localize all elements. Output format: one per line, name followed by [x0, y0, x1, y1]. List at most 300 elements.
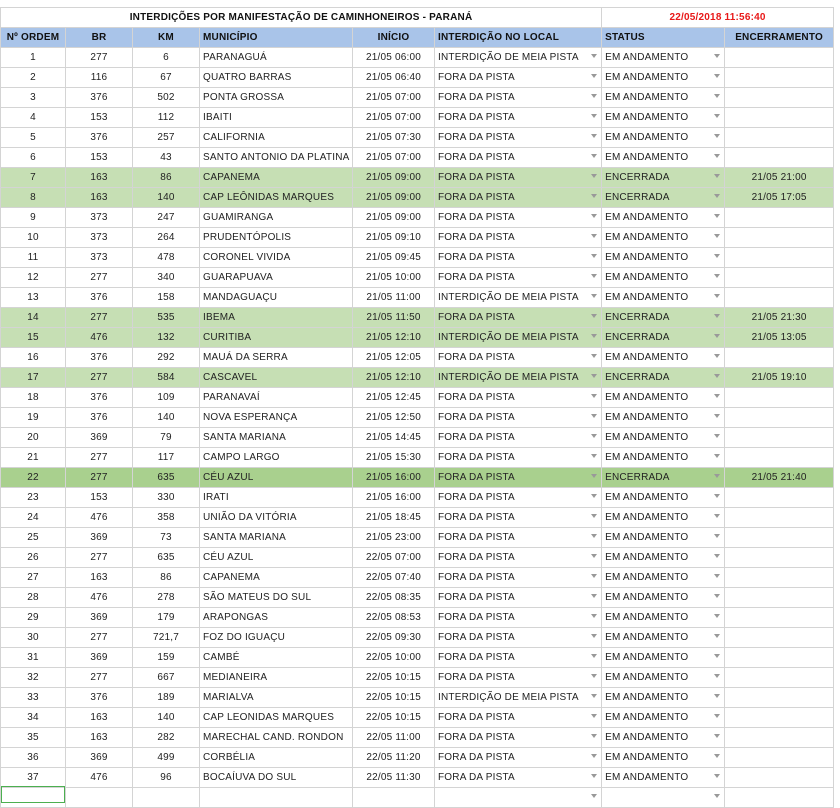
cell-br[interactable]: [66, 108, 133, 128]
dropdown-arrow-icon[interactable]: [714, 434, 720, 438]
cell-status-dropdown[interactable]: [602, 768, 725, 788]
cell-br[interactable]: [66, 748, 133, 768]
cell-ordem[interactable]: [1, 68, 66, 88]
dropdown-arrow-icon[interactable]: [714, 54, 720, 58]
cell-municipio[interactable]: [200, 128, 353, 148]
header-inicio[interactable]: INÍCIO: [353, 28, 435, 48]
cell-br[interactable]: [66, 168, 133, 188]
cell-km[interactable]: [133, 648, 200, 668]
cell-inicio[interactable]: [353, 88, 435, 108]
cell-encerramento[interactable]: [725, 108, 834, 128]
dropdown-arrow-icon[interactable]: [591, 594, 597, 598]
cell-km[interactable]: [133, 128, 200, 148]
cell-status-dropdown[interactable]: [602, 508, 725, 528]
cell-municipio[interactable]: [200, 708, 353, 728]
dropdown-arrow-icon[interactable]: [714, 374, 720, 378]
dropdown-arrow-icon[interactable]: [714, 134, 720, 138]
cell-ordem[interactable]: [1, 448, 66, 468]
dropdown-arrow-icon[interactable]: [714, 554, 720, 558]
cell-interdicao-dropdown[interactable]: [435, 368, 602, 388]
dropdown-arrow-icon[interactable]: [714, 474, 720, 478]
cell-inicio[interactable]: [353, 348, 435, 368]
cell-ordem[interactable]: [1, 428, 66, 448]
dropdown-arrow-icon[interactable]: [714, 154, 720, 158]
dropdown-arrow-icon[interactable]: [591, 474, 597, 478]
cell-interdicao-dropdown[interactable]: [435, 48, 602, 68]
cell-status-dropdown[interactable]: [602, 288, 725, 308]
cell-km[interactable]: [133, 668, 200, 688]
cell-status-dropdown[interactable]: [602, 568, 725, 588]
cell-interdicao-dropdown[interactable]: [435, 68, 602, 88]
cell-municipio[interactable]: [200, 588, 353, 608]
dropdown-arrow-icon[interactable]: [591, 114, 597, 118]
dropdown-arrow-icon[interactable]: [714, 294, 720, 298]
cell-inicio[interactable]: [353, 768, 435, 788]
cell-status-dropdown[interactable]: [602, 68, 725, 88]
cell-br[interactable]: [66, 608, 133, 628]
cell-status-dropdown[interactable]: [602, 108, 725, 128]
cell-br[interactable]: [66, 488, 133, 508]
cell-br[interactable]: [66, 388, 133, 408]
dropdown-arrow-icon[interactable]: [591, 354, 597, 358]
cell-encerramento[interactable]: [725, 128, 834, 148]
cell-km[interactable]: [133, 88, 200, 108]
cell-ordem[interactable]: [1, 488, 66, 508]
cell-ordem[interactable]: [1, 228, 66, 248]
cell-km[interactable]: [133, 368, 200, 388]
cell-br[interactable]: [66, 588, 133, 608]
cell-ordem[interactable]: [1, 728, 66, 748]
dropdown-arrow-icon[interactable]: [714, 214, 720, 218]
dropdown-arrow-icon[interactable]: [714, 114, 720, 118]
dropdown-arrow-icon[interactable]: [591, 494, 597, 498]
cell-encerramento[interactable]: [725, 268, 834, 288]
header-br[interactable]: BR: [66, 28, 133, 48]
cell-km[interactable]: [133, 588, 200, 608]
cell-km[interactable]: [133, 448, 200, 468]
cell-encerramento[interactable]: [725, 188, 834, 208]
cell-inicio[interactable]: [353, 248, 435, 268]
dropdown-arrow-icon[interactable]: [591, 414, 597, 418]
cell-br[interactable]: [66, 468, 133, 488]
cell-br[interactable]: [66, 208, 133, 228]
cell-km[interactable]: [133, 188, 200, 208]
dropdown-arrow-icon[interactable]: [591, 794, 597, 798]
cell-status-dropdown[interactable]: [602, 328, 725, 348]
cell-municipio[interactable]: [200, 628, 353, 648]
dropdown-arrow-icon[interactable]: [714, 614, 720, 618]
cell-status-dropdown[interactable]: [602, 528, 725, 548]
dropdown-arrow-icon[interactable]: [591, 334, 597, 338]
cell-municipio[interactable]: [200, 568, 353, 588]
cell-municipio[interactable]: [200, 148, 353, 168]
cell-ordem[interactable]: [1, 368, 66, 388]
dropdown-arrow-icon[interactable]: [591, 174, 597, 178]
cell-interdicao-dropdown[interactable]: [435, 268, 602, 288]
cell-br[interactable]: [66, 268, 133, 288]
cell-ordem[interactable]: [1, 388, 66, 408]
cell-status-dropdown[interactable]: [602, 648, 725, 668]
dropdown-arrow-icon[interactable]: [591, 574, 597, 578]
cell-inicio[interactable]: [353, 208, 435, 228]
cell-ordem[interactable]: [1, 608, 66, 628]
cell-municipio[interactable]: [200, 48, 353, 68]
cell-ordem[interactable]: [1, 528, 66, 548]
cell-encerramento[interactable]: [725, 248, 834, 268]
cell-municipio[interactable]: [200, 748, 353, 768]
cell-encerramento[interactable]: [725, 508, 834, 528]
cell-km[interactable]: [133, 408, 200, 428]
cell-km[interactable]: [133, 468, 200, 488]
cell-encerramento[interactable]: [725, 88, 834, 108]
cell-km[interactable]: [133, 288, 200, 308]
cell-inicio[interactable]: [353, 428, 435, 448]
cell-br[interactable]: [66, 288, 133, 308]
cell-municipio[interactable]: [200, 508, 353, 528]
cell-br[interactable]: [66, 768, 133, 788]
dropdown-arrow-icon[interactable]: [714, 314, 720, 318]
dropdown-arrow-icon[interactable]: [714, 754, 720, 758]
cell-ordem[interactable]: [1, 288, 66, 308]
cell-interdicao-dropdown[interactable]: [435, 508, 602, 528]
empty-cell[interactable]: [133, 788, 200, 808]
dropdown-arrow-icon[interactable]: [714, 394, 720, 398]
cell-municipio[interactable]: [200, 408, 353, 428]
dropdown-arrow-icon[interactable]: [591, 254, 597, 258]
cell-status-dropdown[interactable]: [602, 368, 725, 388]
dropdown-arrow-icon[interactable]: [714, 74, 720, 78]
cell-inicio[interactable]: [353, 408, 435, 428]
cell-br[interactable]: [66, 308, 133, 328]
empty-cell[interactable]: [435, 788, 602, 808]
cell-interdicao-dropdown[interactable]: [435, 408, 602, 428]
cell-interdicao-dropdown[interactable]: [435, 388, 602, 408]
dropdown-arrow-icon[interactable]: [714, 414, 720, 418]
cell-km[interactable]: [133, 168, 200, 188]
cell-municipio[interactable]: [200, 528, 353, 548]
cell-inicio[interactable]: [353, 268, 435, 288]
dropdown-arrow-icon[interactable]: [591, 514, 597, 518]
cell-status-dropdown[interactable]: [602, 748, 725, 768]
cell-inicio[interactable]: [353, 168, 435, 188]
cell-inicio[interactable]: [353, 708, 435, 728]
cell-interdicao-dropdown[interactable]: [435, 468, 602, 488]
cell-interdicao-dropdown[interactable]: [435, 148, 602, 168]
cell-ordem[interactable]: [1, 568, 66, 588]
cell-interdicao-dropdown[interactable]: [435, 188, 602, 208]
cell-municipio[interactable]: [200, 608, 353, 628]
dropdown-arrow-icon[interactable]: [591, 774, 597, 778]
cell-ordem[interactable]: [1, 348, 66, 368]
cell-km[interactable]: [133, 748, 200, 768]
cell-status-dropdown[interactable]: [602, 48, 725, 68]
cell-encerramento[interactable]: [725, 728, 834, 748]
cell-encerramento[interactable]: [725, 448, 834, 468]
cell-ordem[interactable]: [1, 148, 66, 168]
cell-km[interactable]: [133, 308, 200, 328]
cell-status-dropdown[interactable]: [602, 268, 725, 288]
dropdown-arrow-icon[interactable]: [591, 754, 597, 758]
cell-encerramento[interactable]: [725, 688, 834, 708]
dropdown-arrow-icon[interactable]: [714, 354, 720, 358]
cell-ordem[interactable]: [1, 668, 66, 688]
cell-municipio[interactable]: [200, 428, 353, 448]
cell-status-dropdown[interactable]: [602, 588, 725, 608]
cell-inicio[interactable]: [353, 328, 435, 348]
cell-inicio[interactable]: [353, 548, 435, 568]
cell-municipio[interactable]: [200, 208, 353, 228]
cell-status-dropdown[interactable]: [602, 188, 725, 208]
cell-status-dropdown[interactable]: [602, 168, 725, 188]
header-encerramento[interactable]: ENCERRAMENTO: [725, 28, 834, 48]
cell-br[interactable]: [66, 688, 133, 708]
cell-status-dropdown[interactable]: [602, 228, 725, 248]
cell-ordem[interactable]: [1, 468, 66, 488]
dropdown-arrow-icon[interactable]: [591, 454, 597, 458]
cell-inicio[interactable]: [353, 508, 435, 528]
cell-municipio[interactable]: [200, 468, 353, 488]
cell-ordem[interactable]: [1, 508, 66, 528]
dropdown-arrow-icon[interactable]: [591, 554, 597, 558]
cell-km[interactable]: [133, 328, 200, 348]
dropdown-arrow-icon[interactable]: [591, 314, 597, 318]
cell-km[interactable]: [133, 348, 200, 368]
dropdown-arrow-icon[interactable]: [591, 214, 597, 218]
cell-status-dropdown[interactable]: [602, 708, 725, 728]
cell-ordem[interactable]: [1, 208, 66, 228]
cell-municipio[interactable]: [200, 668, 353, 688]
cell-interdicao-dropdown[interactable]: [435, 528, 602, 548]
cell-br[interactable]: [66, 728, 133, 748]
cell-interdicao-dropdown[interactable]: [435, 348, 602, 368]
dropdown-arrow-icon[interactable]: [714, 714, 720, 718]
dropdown-arrow-icon[interactable]: [714, 794, 720, 798]
cell-encerramento[interactable]: [725, 388, 834, 408]
cell-br[interactable]: [66, 228, 133, 248]
dropdown-arrow-icon[interactable]: [714, 674, 720, 678]
cell-br[interactable]: [66, 248, 133, 268]
dropdown-arrow-icon[interactable]: [714, 454, 720, 458]
cell-interdicao-dropdown[interactable]: [435, 448, 602, 468]
cell-status-dropdown[interactable]: [602, 668, 725, 688]
cell-municipio[interactable]: [200, 448, 353, 468]
cell-interdicao-dropdown[interactable]: [435, 128, 602, 148]
cell-status-dropdown[interactable]: [602, 408, 725, 428]
dropdown-arrow-icon[interactable]: [714, 694, 720, 698]
cell-inicio[interactable]: [353, 488, 435, 508]
dropdown-arrow-icon[interactable]: [714, 514, 720, 518]
cell-km[interactable]: [133, 108, 200, 128]
cell-encerramento[interactable]: [725, 328, 834, 348]
cell-status-dropdown[interactable]: [602, 308, 725, 328]
cell-inicio[interactable]: [353, 368, 435, 388]
cell-km[interactable]: [133, 568, 200, 588]
dropdown-arrow-icon[interactable]: [714, 634, 720, 638]
cell-km[interactable]: [133, 268, 200, 288]
cell-interdicao-dropdown[interactable]: [435, 588, 602, 608]
cell-br[interactable]: [66, 448, 133, 468]
cell-interdicao-dropdown[interactable]: [435, 288, 602, 308]
cell-inicio[interactable]: [353, 568, 435, 588]
cell-encerramento[interactable]: [725, 48, 834, 68]
cell-inicio[interactable]: [353, 228, 435, 248]
cell-br[interactable]: [66, 508, 133, 528]
dropdown-arrow-icon[interactable]: [591, 634, 597, 638]
dropdown-arrow-icon[interactable]: [714, 594, 720, 598]
cell-br[interactable]: [66, 128, 133, 148]
cell-encerramento[interactable]: [725, 608, 834, 628]
cell-encerramento[interactable]: [725, 428, 834, 448]
dropdown-arrow-icon[interactable]: [591, 74, 597, 78]
dropdown-arrow-icon[interactable]: [591, 654, 597, 658]
dropdown-arrow-icon[interactable]: [591, 134, 597, 138]
cell-encerramento[interactable]: [725, 668, 834, 688]
cell-municipio[interactable]: [200, 268, 353, 288]
cell-ordem[interactable]: [1, 648, 66, 668]
cell-interdicao-dropdown[interactable]: [435, 428, 602, 448]
cell-interdicao-dropdown[interactable]: [435, 228, 602, 248]
cell-br[interactable]: [66, 188, 133, 208]
cell-municipio[interactable]: [200, 68, 353, 88]
cell-encerramento[interactable]: [725, 768, 834, 788]
cell-inicio[interactable]: [353, 728, 435, 748]
sheet-title[interactable]: INTERDIÇÕES POR MANIFESTAÇÃO DE CAMINHONEIROS - PARANÁ: [1, 8, 602, 28]
cell-ordem[interactable]: [1, 628, 66, 648]
report-timestamp[interactable]: 22/05/2018 11:56:40: [602, 8, 834, 28]
dropdown-arrow-icon[interactable]: [591, 714, 597, 718]
cell-ordem[interactable]: [1, 688, 66, 708]
cell-status-dropdown[interactable]: [602, 248, 725, 268]
cell-interdicao-dropdown[interactable]: [435, 108, 602, 128]
cell-br[interactable]: [66, 88, 133, 108]
cell-km[interactable]: [133, 608, 200, 628]
cell-municipio[interactable]: [200, 688, 353, 708]
cell-encerramento[interactable]: [725, 348, 834, 368]
cell-status-dropdown[interactable]: [602, 488, 725, 508]
cell-km[interactable]: [133, 148, 200, 168]
cell-br[interactable]: [66, 548, 133, 568]
cell-inicio[interactable]: [353, 128, 435, 148]
empty-cell[interactable]: [200, 788, 353, 808]
cell-inicio[interactable]: [353, 68, 435, 88]
cell-encerramento[interactable]: [725, 208, 834, 228]
cell-municipio[interactable]: [200, 548, 353, 568]
header-km[interactable]: KM: [133, 28, 200, 48]
cell-municipio[interactable]: [200, 108, 353, 128]
cell-br[interactable]: [66, 528, 133, 548]
cell-ordem[interactable]: [1, 48, 66, 68]
cell-km[interactable]: [133, 248, 200, 268]
cell-km[interactable]: [133, 388, 200, 408]
dropdown-arrow-icon[interactable]: [714, 574, 720, 578]
cell-inicio[interactable]: [353, 588, 435, 608]
dropdown-arrow-icon[interactable]: [591, 294, 597, 298]
cell-br[interactable]: [66, 68, 133, 88]
dropdown-arrow-icon[interactable]: [714, 734, 720, 738]
cell-inicio[interactable]: [353, 608, 435, 628]
cell-br[interactable]: [66, 428, 133, 448]
cell-status-dropdown[interactable]: [602, 388, 725, 408]
cell-br[interactable]: [66, 408, 133, 428]
dropdown-arrow-icon[interactable]: [591, 434, 597, 438]
empty-cell[interactable]: [602, 788, 725, 808]
cell-interdicao-dropdown[interactable]: [435, 668, 602, 688]
cell-br[interactable]: [66, 628, 133, 648]
cell-encerramento[interactable]: [725, 148, 834, 168]
dropdown-arrow-icon[interactable]: [591, 194, 597, 198]
cell-interdicao-dropdown[interactable]: [435, 708, 602, 728]
cell-interdicao-dropdown[interactable]: [435, 248, 602, 268]
cell-encerramento[interactable]: [725, 288, 834, 308]
cell-municipio[interactable]: [200, 328, 353, 348]
cell-km[interactable]: [133, 548, 200, 568]
dropdown-arrow-icon[interactable]: [714, 654, 720, 658]
cell-ordem[interactable]: [1, 328, 66, 348]
cell-br[interactable]: [66, 368, 133, 388]
cell-status-dropdown[interactable]: [602, 688, 725, 708]
cell-municipio[interactable]: [200, 308, 353, 328]
cell-br[interactable]: [66, 348, 133, 368]
cell-interdicao-dropdown[interactable]: [435, 328, 602, 348]
empty-cell[interactable]: [66, 788, 133, 808]
cell-interdicao-dropdown[interactable]: [435, 748, 602, 768]
cell-ordem[interactable]: [1, 268, 66, 288]
cell-encerramento[interactable]: [725, 368, 834, 388]
cell-interdicao-dropdown[interactable]: [435, 168, 602, 188]
cell-municipio[interactable]: [200, 488, 353, 508]
cell-municipio[interactable]: [200, 768, 353, 788]
cell-km[interactable]: [133, 708, 200, 728]
cell-encerramento[interactable]: [725, 708, 834, 728]
dropdown-arrow-icon[interactable]: [591, 234, 597, 238]
cell-ordem[interactable]: [1, 768, 66, 788]
cell-municipio[interactable]: [200, 648, 353, 668]
cell-encerramento[interactable]: [725, 628, 834, 648]
cell-ordem[interactable]: [1, 108, 66, 128]
cell-municipio[interactable]: [200, 188, 353, 208]
cell-municipio[interactable]: [200, 348, 353, 368]
cell-br[interactable]: [66, 328, 133, 348]
cell-ordem[interactable]: [1, 588, 66, 608]
cell-interdicao-dropdown[interactable]: [435, 208, 602, 228]
cell-interdicao-dropdown[interactable]: [435, 568, 602, 588]
cell-km[interactable]: [133, 688, 200, 708]
dropdown-arrow-icon[interactable]: [591, 94, 597, 98]
cell-km[interactable]: [133, 728, 200, 748]
cell-encerramento[interactable]: [725, 308, 834, 328]
cell-municipio[interactable]: [200, 248, 353, 268]
dropdown-arrow-icon[interactable]: [714, 174, 720, 178]
dropdown-arrow-icon[interactable]: [591, 694, 597, 698]
cell-ordem[interactable]: [1, 308, 66, 328]
cell-encerramento[interactable]: [725, 408, 834, 428]
header-interdicao[interactable]: INTERDIÇÃO NO LOCAL: [435, 28, 602, 48]
cell-inicio[interactable]: [353, 48, 435, 68]
cell-km[interactable]: [133, 488, 200, 508]
cell-encerramento[interactable]: [725, 488, 834, 508]
cell-inicio[interactable]: [353, 148, 435, 168]
cell-ordem[interactable]: [1, 408, 66, 428]
cell-interdicao-dropdown[interactable]: [435, 308, 602, 328]
cell-encerramento[interactable]: [725, 648, 834, 668]
cell-inicio[interactable]: [353, 648, 435, 668]
cell-ordem[interactable]: [1, 248, 66, 268]
empty-cell[interactable]: [353, 788, 435, 808]
cell-interdicao-dropdown[interactable]: [435, 688, 602, 708]
cell-km[interactable]: [133, 528, 200, 548]
cell-km[interactable]: [133, 68, 200, 88]
cell-encerramento[interactable]: [725, 588, 834, 608]
